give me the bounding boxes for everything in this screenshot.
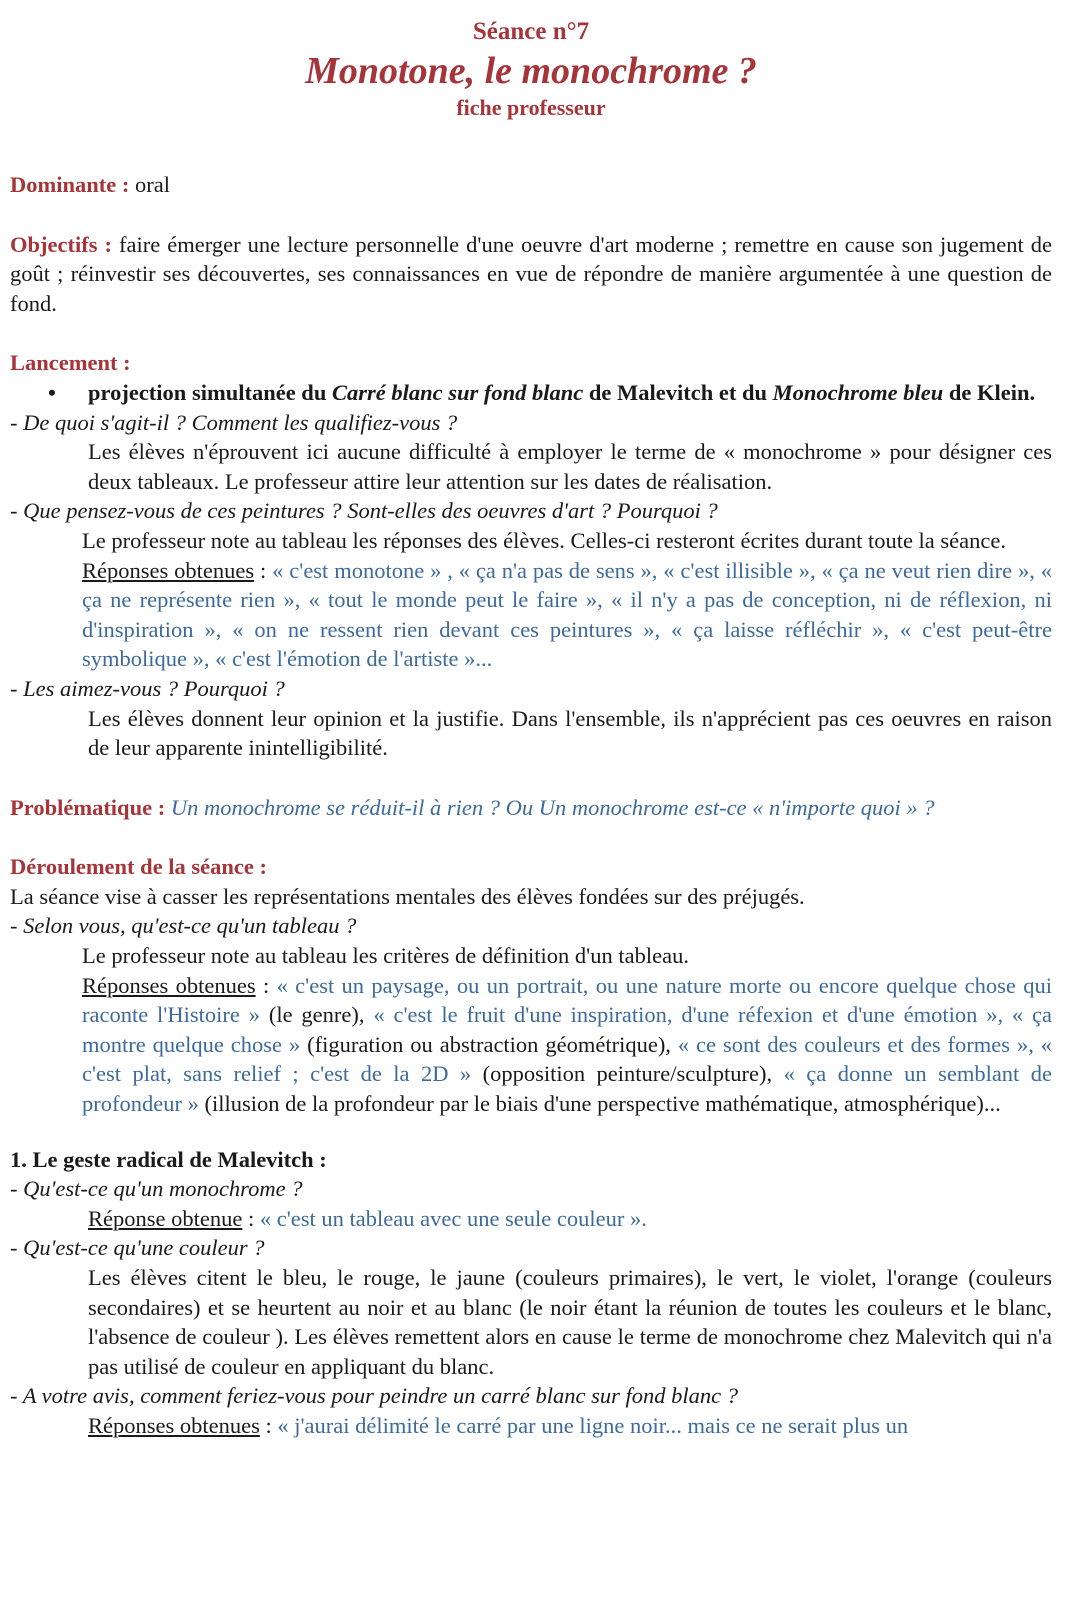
deroulement-question-1: - Selon vous, qu'est-ce qu'un tableau ? xyxy=(10,913,357,939)
problematique-text: Un monochrome se réduit-il à rien ? Ou Un monochrome est-ce « n'importe quoi » ? xyxy=(165,794,935,820)
section-1-title: 1. Le geste radical de Malevitch : xyxy=(10,1146,327,1172)
artwork-title-klein: Monochrome bleu xyxy=(772,379,944,405)
lancement-label: Lancement : xyxy=(10,350,131,376)
answer-3: Les élèves donnent leur opinion et la justifie. Dans l'ensemble, ils n'apprécient pas ces oeuvres en raison de leur apparente inintelligibilité. xyxy=(88,705,1052,761)
answer-2: Le professeur note au tableau les réponses des élèves. Celles-ci resteront écrites durant toute la séance. xyxy=(82,527,1006,553)
document-subtitle: fiche professeur xyxy=(456,95,606,120)
document-title: Monotone, le monochrome ? xyxy=(305,50,757,92)
responses-label: Réponses obtenues xyxy=(88,1412,260,1438)
section-1-responses: Réponses obtenues : « j'aurai délimité le carré par une ligne noir... mais ce ne serait plus un xyxy=(88,1412,909,1438)
responses-label: Réponses obtenues xyxy=(82,557,255,583)
document-header xyxy=(10,0,1052,122)
deroulement-label: Déroulement de la séance : xyxy=(10,854,268,880)
responses-paragraph: Réponses obtenues : « c'est monotone » , « ça n'a pas de sens », « c'est illisible », « ça ne veut rien dire », « ça ne représente rien », « tout le monde peut le faire », « il n'y a pas de conception, ni de réflexion, ni d'inspiration », « on ne ressent rien devant ces peintures », « ça laisse réfléchir », « c'est peut-être symbolique », « c'est l'émotion de l'artiste »... xyxy=(82,557,1052,672)
objectifs-paragraph xyxy=(10,230,1052,319)
deroulement-responses: Réponses obtenues : « c'est un paysage, ou un portrait, ou une nature morte ou encore quelque chose qui raconte l'Histoire » (le genre), « c'est le fruit d'une inspiration, d'une réfexion et d'une émotion », « ça montre quelque chose » (figuration ou abstraction géométrique), « ce sont des couleurs et des formes », « c'est plat, sans relief ; c'est de la 2D » (opposition peinture/sculpture), « ça donne un semblant de profondeur » (illusion de la profondeur par le biais d'une perspective mathématique, atmosphérique)... xyxy=(82,972,1053,1117)
problematique-label: Problématique : xyxy=(10,794,166,820)
artwork-title-malevitch: Carré blanc sur fond blanc xyxy=(331,379,584,405)
dominante-label: Dominante : xyxy=(10,172,130,197)
objectifs-text: faire émerger une lecture personnelle d'une oeuvre d'art moderne ; remettre en cause son jugement de goût ; réinvestir ses découvertes, ses connaissances en vue de répondre de manière argumentée à une question de fond. xyxy=(10,231,1052,316)
responses-text: « j'aurai délimité le carré par une ligne noir... mais ce ne serait plus un xyxy=(277,1412,909,1438)
responses-text: « c'est monotone » , « ça n'a pas de sens », « c'est illisible », « ça ne veut rien dire », « ça ne représente rien », « tout le monde peut le faire », « il n'y a pas de conception, ni de réflexion, ni d'inspiration », « on ne ressent rien devant ces peintures », « ça laisse réfléchir », « c'est peut-être symbolique », « c'est l'émotion de l'artiste »... xyxy=(82,557,1052,672)
responses-label: Réponses obtenues xyxy=(82,972,256,998)
answer-1: Les élèves n'éprouvent ici aucune difficulté à employer le terme de « monochrome » pour désigner ces deux tableaux. Le professeur attire leur attention sur les dates de réalisation. xyxy=(88,439,1052,494)
list-item: • projection simultanée du Carré blanc sur fond blanc de Malevitch et du Monochrome bleu de Klein. xyxy=(88,378,1052,408)
section-1-question-2: - Qu'est-ce qu'une couleur ? xyxy=(10,1235,265,1261)
deroulement-answer-1: Le professeur note au tableau les critères de définition d'un tableau. xyxy=(82,943,689,969)
bullet-icon: • xyxy=(48,379,56,405)
dominante-line xyxy=(10,170,1052,200)
dominante-value: oral xyxy=(129,172,170,197)
response-text: « c'est un tableau avec une seule couleur ». xyxy=(259,1205,647,1231)
section-1-question-3: - A votre avis, comment feriez-vous pour peindre un carré blanc sur fond blanc ? xyxy=(10,1383,739,1409)
question-2: - Que pensez-vous de ces peintures ? Sont-elles des oeuvres d'art ? Pourquoi ? xyxy=(10,498,718,524)
section-1-response: Réponse obtenue : « c'est un tableau avec une seule couleur ». xyxy=(88,1205,647,1231)
section-1-question-1: - Qu'est-ce qu'un monochrome ? xyxy=(10,1176,303,1202)
objectifs-label: Objectifs : xyxy=(10,231,113,257)
problematique-paragraph xyxy=(10,793,1052,823)
section-1-answer-2: Les élèves citent le bleu, le rouge, le jaune (couleurs primaires), le vert, le violet, l'orange (couleurs secondaires) et se heurtent au noir et au blanc (le noir étant la réunion de toutes les couleurs et le blanc, l'absence de couleur ). Les élèves remettent alors en cause le terme de monochrome chez Malevitch qui n'a pas utilisé de couleur en appliquant du blanc. xyxy=(88,1265,1052,1379)
session-number: Séance n°7 xyxy=(472,18,590,45)
lancement-bullet-list xyxy=(10,378,1052,408)
response-label: Réponse obtenue xyxy=(88,1205,243,1231)
question-1: - De quoi s'agit-il ? Comment les qualifiez-vous ? xyxy=(10,409,458,435)
deroulement-intro: La séance vise à casser les représentations mentales des élèves fondées sur des préjugés. xyxy=(10,883,805,909)
question-3: - Les aimez-vous ? Pourquoi ? xyxy=(10,675,285,701)
